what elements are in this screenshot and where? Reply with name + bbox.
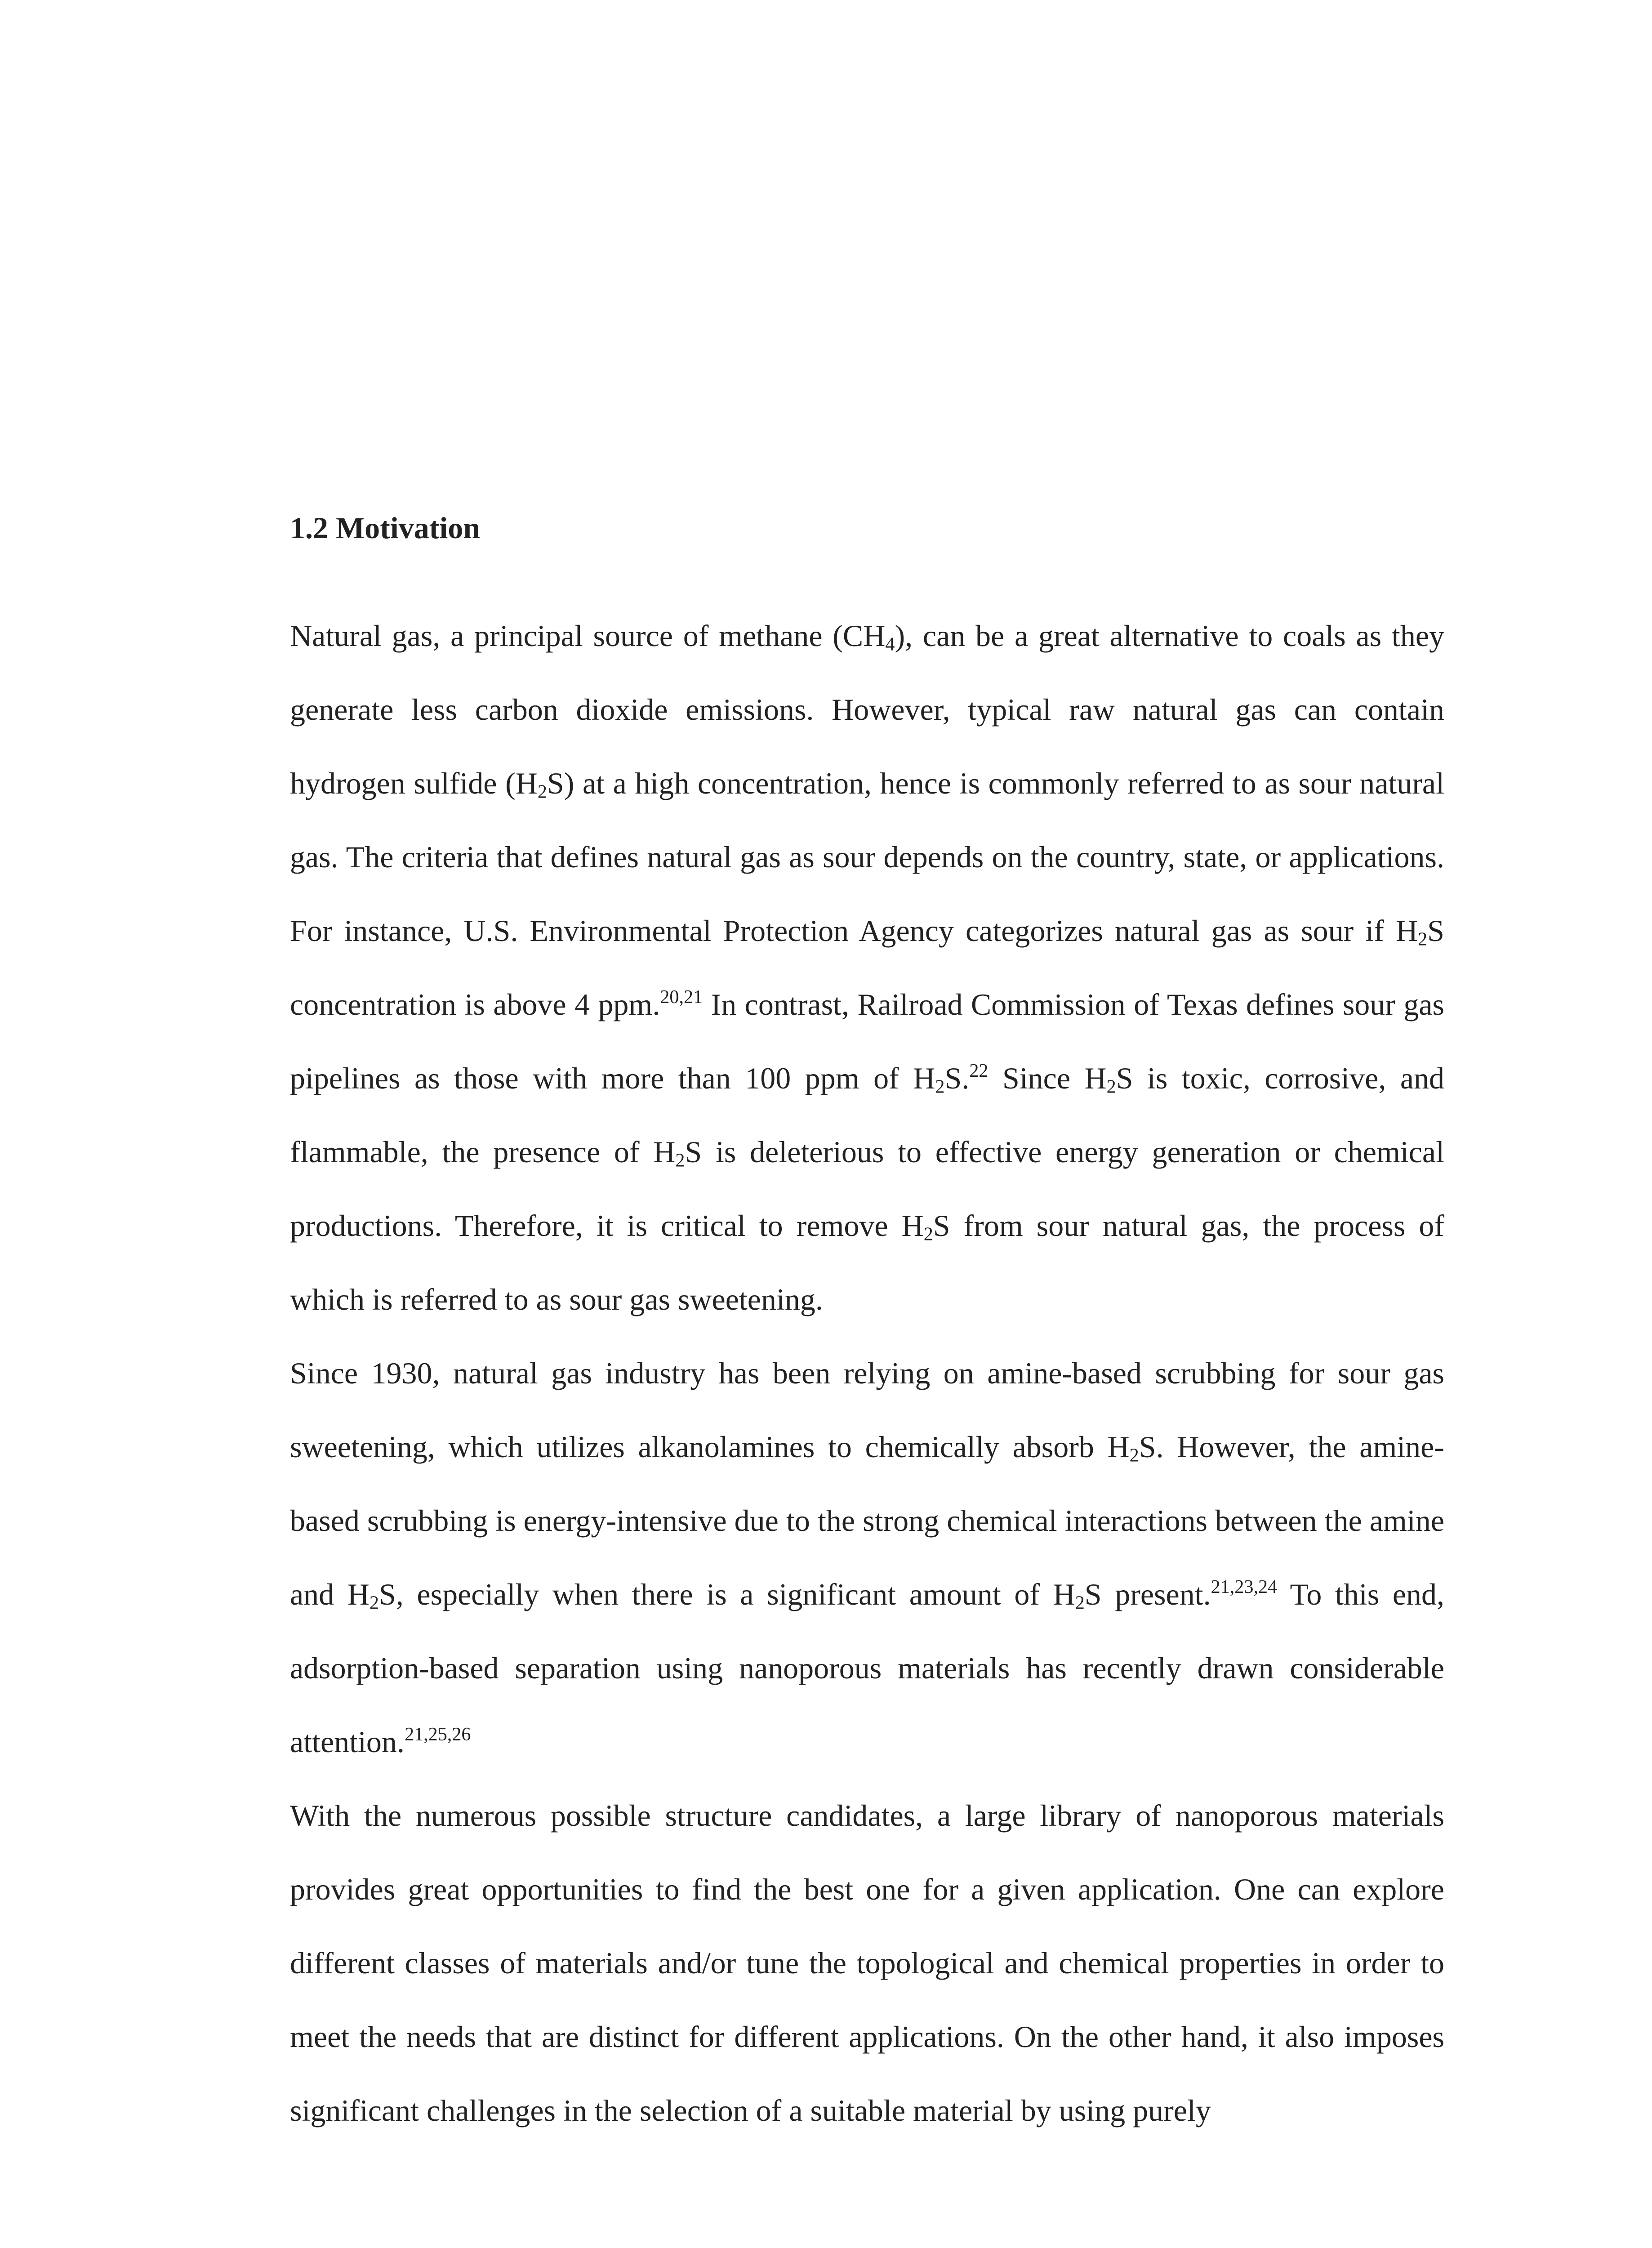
text-run: S present. (1084, 1577, 1211, 1611)
text-run: S from sour natural gas, the process of which is referred to as sour gas sweetening. (290, 1209, 1444, 1316)
section-heading: 1.2 Motivation (290, 511, 481, 545)
subscript: 2 (1075, 1592, 1085, 1614)
text-run: S. (944, 1061, 970, 1095)
text-run: With the numerous possible structure candidates, a large library of nanoporous materials provides great opportunities to find the best one for a given application. One can explore different classes of materials and/or tune the topological and chemical properties in order to meet the needs that are distinct for different applications. On the other hand, it also imposes significant challenges in the selection of a suitable material by using purely (290, 1798, 1444, 2128)
text-run: S is deleterious to effective energy generation or chemical productions. Therefore, it is critical to remove H (290, 1135, 1444, 1243)
subscript: 2 (369, 1592, 379, 1614)
citation-superscript: 22 (969, 1060, 989, 1081)
paragraph-2 (290, 1336, 1444, 1779)
subscript: 2 (935, 1076, 945, 1097)
paragraph-3 (290, 1779, 1444, 2147)
citation-superscript: 21,23,24 (1211, 1576, 1278, 1597)
text-run: S) at a high concentration, hence is commonly referred to as sour natural gas. The criteria that defines natural gas as sour depends on the country, state, or applications. For instance, U.S. Environmental Protection Agency categorizes natural gas as sour if H (290, 766, 1445, 948)
citation-superscript: 20,21 (660, 986, 703, 1008)
paragraph-1 (290, 599, 1444, 1336)
subscript: 2 (1129, 1445, 1139, 1466)
text-run: To this end, adsorption-based separation using nanoporous materials has recently drawn considerable attention. (290, 1577, 1444, 1759)
text-run: ), can be a great alternative to coals as they generate less carbon dioxide emissions. However, typical raw natural gas can contain hydrogen sulfide (H (290, 619, 1445, 800)
subscript: 2 (675, 1150, 685, 1171)
text-run: S concentration is above 4 ppm. (290, 914, 1444, 1021)
subscript: 2 (923, 1223, 933, 1245)
subscript: 2 (537, 781, 547, 803)
subscript: 2 (1418, 928, 1428, 950)
text-run: S, especially when there is a significant amount of H (378, 1577, 1075, 1611)
text-run: S. However, the amine-based scrubbing is energy-intensive due to the strong chemical interactions between the amine and H (290, 1430, 1445, 1611)
body-text (290, 599, 1444, 2147)
text-run: Natural gas, a principal source of methane (CH (290, 619, 886, 653)
text-run: Since 1930, natural gas industry has been relying on amine-based scrubbing for sour gas sweetening, which utilizes alkanolamines to chemically absorb H (290, 1356, 1444, 1464)
text-run: Since H (988, 1061, 1107, 1095)
subscript: 2 (1106, 1076, 1116, 1097)
citation-superscript: 21,25,26 (404, 1723, 471, 1745)
text-run: S is toxic, corrosive, and flammable, the presence of H (290, 1061, 1444, 1169)
text-run: In contrast, Railroad Commission of Texas defines sour gas pipelines as those with more than 100 ppm of H (290, 987, 1445, 1095)
subscript: 4 (885, 633, 895, 655)
